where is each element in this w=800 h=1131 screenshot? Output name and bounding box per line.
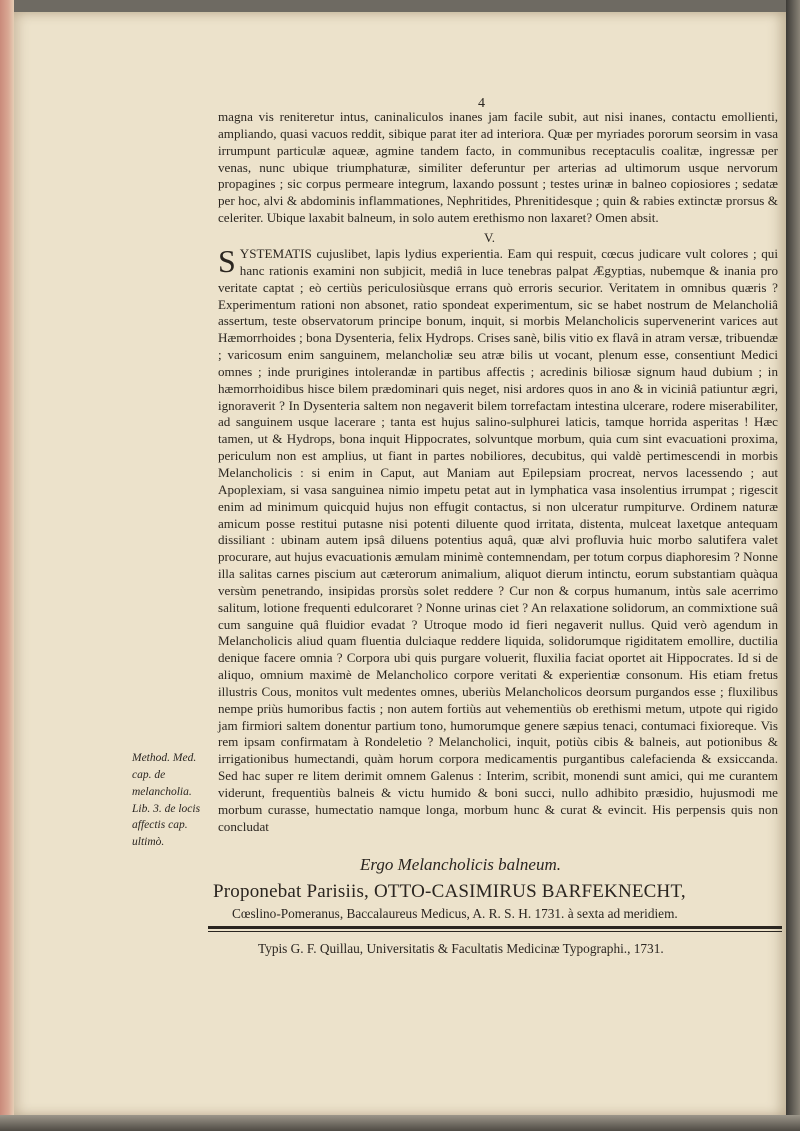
thick-rule bbox=[208, 926, 782, 929]
paragraph-text: YSTEMATIS cujuslibet, lapis lydius experientia. Eam qui respuit, cœcus judicare vult colores ; qui hanc rationis examini non subjicit, mediâ in luce tenebras palpat Ægyptias, nubemque & inania pro veritate captat ; eò certiùs periculosiùsque errans quò erroris securior. Veritatem in omnibus quæris ? Experimentum rationi non absonet, ratio spondeat experimentum, sic se habet nostrum de Melancholiâ assertum, teste observatorum principe bonum, inquit, si morbis Melancholicis supervenerint varices aut Hæmorrhoides ; bona Dysenteria, felix Hydrops. Crises sanè, bilis vitio ex flavâ in atram versæ, tribuendæ ; varicosum enim sanguinem, melancholiæ seu atræ bilis ut vocant, plenum esse, consentiunt Medici omnes ; inde prurigines intolerandæ in partibus affectis ; acredinis biliosæ signum haud dubium ; in hæmorrhoidibus hisce bilem prædominari quis neget, nisi ardores quos in ano & in viciniâ patiuntur ægri, ignoraverit ? In Dysenteria saltem non negaverit bilem torrefactam intestina ulcerare, rodere miserabiliter, ad sanguinem usque lacerare ; tanta est hujus salino-sulphurei laticis, tamque horrida asperitas ! Hæc tamen, ut & Hydrops, bona inquit Hippocrates, solvuntque morbum, quia cum sint evacuationi proxima, periculum non est amplius, ut fiant in partes nobiliores, decubitus, qui valdè pertimescendi in morbis Melancholicis : si enim in Caput, aut Maniam aut Epilepsiam procreat, nervos lacessendo ; aut Apoplexiam, si vasa sanguinea nimio impetu petat aut in lymphatica vasa insolentius irrumpat ; rigescit enim ad minimum quicquid hujus non effugit contactus, si non ulceratur rumpiturve. Ordinem naturæ amicum posse restitui putasne nisi potenti diluente quod irritata, distenta, mulceat laxetque antequam dissiliant : ubinam autem ipsâ diluens potentius aquâ, quæ alvi profluvia huic morbo salutifera valet procurare, aut hujus evacuationis æmulam minimè contemnendam, per totum corpus diaphoresim ? Nonne illa salitas carnes piscium aut cæterorum animalium, aliquot dierum intinctu, eorum substantiam quàqua versùm penetrando, insipidas prorsùs solet reddere ? Cur non & corpus humanum, intùs sale acerrimo salitum, lotione frequenti edulcoraret ? Nonne urinas ciet ? An relaxatione solidorum, an commixtione suâ cum sanguine quâ fluidior evadat ? Utroque modo id fieri negaverit nullus. Quid verò agendum in Melancholicis aliud quam fluentia dulciaque reddere liquida, solidorumque rigiditatem emollire, ductilia denique facere omnia ? Corpora ubi quis purgare voluerit, fluxilia faciat oportet ait Hippocrates. Id si de aliquo, omnium maximè de Melancholico corpore veritati & experientiæ consonum. His etiam fretus illustris Cous, monitos vult medentes omnes, uberiùs Melancholicos deorsum purgandos esse ; fluxilibus nempe priùs humoribus factis ; non autem fortiùs aut vehementiùs ob erethismi metum, utpote qui rigido jam firmiori saltem donentur partium tono, humorumque genere sæpius tenaci, contumaci fixioreque. Vis rem ipsam confirmatam à Rondeletio ? Melancholici, inquit, potiùs cibis & balneis, aut potionibus & irrigationibus humectandi, quàm horum corpora medicamentis purgantibus calefacienda & exsiccanda. Sed hac super re litem derimit omnem Galenus : Interim, scribit, monendi sunt amici, qui me curantem viderunt, frequentiùs balneis & victu humido & boni succi, nullo adhibito præsidio, hujusmodi me morbum curasse, humectatio namque longa, morbum hunc & curat & evincit. His perpensis quis non concludat bbox=[218, 246, 778, 834]
page-edge-bottom bbox=[0, 1115, 800, 1131]
page-edge-right bbox=[786, 0, 800, 1131]
drop-cap: S bbox=[218, 243, 236, 279]
paragraph-v bbox=[218, 243, 778, 836]
author-details: Cœslino-Pomeranus, Baccalaureus Medicus, A. R. S. H. 1731. à sexta ad meridiem. bbox=[232, 906, 678, 921]
page-number: 4 bbox=[478, 96, 485, 111]
margin-note: Method. Med. cap. de melancholia. bbox=[132, 752, 197, 798]
thin-rule bbox=[208, 931, 782, 932]
margin-note: Lib. 3. de locis affectis cap. ultimò. bbox=[132, 802, 201, 849]
paragraph-iv-continuation bbox=[218, 109, 778, 227]
margin-notes bbox=[132, 750, 216, 851]
page-edge-left bbox=[0, 0, 14, 1131]
paragraph-text: magna vis reniteretur intus, caninaliculos inanes jam facile subit, aut nisi inanes, contactu emollienti, ampliando, quasi vacuos reddit, sibique parat iter ad interiora. Quæ per myriades pororum seorsim in vasa irrumpunt particulæ aqueæ, agmine tandem facto, in communibus receptaculis coalitæ, ingressæ per venas, nunc ubique triumphaturæ, similiter deferuntur per arterias ad ultimorum usque nervorum propagines ; sic corpus permeare integrum, laxando possunt ; testes urinæ in balneo copiosiores ; sedatæ per hoc, alvi & abdominis inflammationes, Nephritides, Phrenitidesque ; quin & rabies extinctæ prorsus & celeriter. Ubique laxabit balneum, in solo autem erethismo non laxaret? Omen absit. bbox=[218, 109, 778, 226]
conclusion-line: Ergo Melancholicis balneum. bbox=[360, 855, 561, 874]
proponent-line: Proponebat Parisiis, OTTO-CASIMIRUS BARFEKNECHT, bbox=[213, 881, 686, 902]
section-number: V. bbox=[484, 230, 495, 245]
printer-imprint: Typis G. F. Quillau, Universitatis & Facultatis Medicinæ Typographi., 1731. bbox=[258, 941, 664, 956]
